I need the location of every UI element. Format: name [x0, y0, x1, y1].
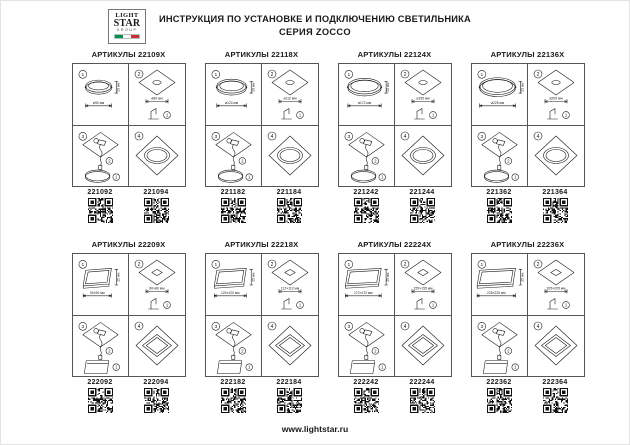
step-cell-1 — [472, 64, 528, 126]
article-number: 222184 — [276, 379, 302, 386]
height-dimension-label: 25 мм — [520, 82, 525, 92]
fixture-dimension-label: 225×225 мм — [487, 291, 506, 296]
step-cell-2 — [129, 64, 185, 126]
spring-clip-icon — [415, 109, 425, 120]
callout-2: 2 — [374, 158, 377, 164]
website-url: www.lightstar.ru — [281, 424, 349, 434]
qr-code — [410, 388, 435, 413]
step-number: 4 — [403, 133, 407, 140]
fixture-dimension-label: 120×120 мм — [221, 291, 240, 296]
fixture-dimension-label: ø90 мм — [92, 101, 105, 106]
hole-dimension-label: 112×112 мм — [280, 286, 300, 291]
wire — [365, 335, 368, 356]
article-number: 222092 — [87, 379, 113, 386]
qr-code — [354, 198, 379, 223]
step-number: 1 — [214, 263, 218, 269]
callout-1: 1 — [431, 112, 435, 118]
logo-text-star: STAR — [113, 18, 141, 29]
hole-dimension-label: 80×80 мм — [149, 286, 165, 291]
step-number: 4 — [536, 323, 540, 330]
article-number: 222094 — [143, 379, 169, 386]
step-cell-1 — [206, 254, 262, 316]
step-3-diagram — [73, 126, 128, 187]
step-number: 1 — [347, 263, 351, 269]
qr-code — [221, 198, 246, 223]
step-number: 4 — [403, 323, 407, 330]
step-cell-2 — [129, 254, 185, 316]
fixture-dimension-label: ø172 мм — [357, 101, 372, 106]
step-number: 3 — [347, 325, 351, 331]
step-2-diagram — [395, 64, 451, 125]
article-block — [205, 379, 261, 418]
step-cell-1 — [206, 64, 262, 126]
wire — [365, 145, 368, 166]
article-number: 222364 — [542, 379, 568, 386]
articles-row — [471, 379, 583, 418]
step-1-diagram — [206, 254, 261, 315]
step-3-diagram — [339, 316, 394, 377]
panel-22118X — [195, 50, 328, 232]
step-cell-2 — [262, 64, 318, 126]
step-cell-1 — [339, 64, 395, 126]
articles-row — [72, 379, 184, 418]
callout-1: 1 — [115, 364, 118, 370]
installation-steps-grid — [471, 253, 585, 377]
step-number: 4 — [270, 323, 274, 330]
qr-code — [543, 388, 568, 413]
step-cell-3 — [472, 316, 528, 377]
step-2-diagram — [129, 64, 185, 125]
articles-row — [338, 189, 450, 228]
step-cell-3 — [339, 126, 395, 187]
articles-row — [471, 189, 583, 228]
article-number: 221362 — [486, 189, 512, 196]
callout-1: 1 — [514, 364, 517, 370]
hole-dimension-label: ø205 мм — [549, 96, 563, 101]
step-number: 2 — [536, 261, 540, 268]
hole-dimension-label: ø155 мм — [416, 96, 430, 101]
callout-2: 2 — [374, 348, 377, 354]
qr-code — [354, 388, 379, 413]
panel-22218X — [195, 240, 328, 422]
connector-plug — [99, 355, 102, 359]
step-number: 2 — [270, 71, 274, 78]
step-3-diagram — [73, 316, 128, 377]
callout-1: 1 — [165, 112, 169, 118]
spring-clip-icon — [548, 109, 558, 120]
callout-2: 2 — [108, 158, 111, 164]
article-number: 221182 — [220, 189, 246, 196]
step-cell-2 — [395, 64, 451, 126]
step-cell-4 — [395, 316, 451, 377]
article-block — [128, 379, 184, 418]
article-number: 221092 — [87, 189, 113, 196]
panel-articles-title: АРТИКУЛЫ 22109X — [91, 50, 166, 59]
step-number: 1 — [347, 73, 351, 79]
step-4-diagram — [528, 126, 584, 187]
panel-22109X — [62, 50, 195, 232]
step-3-diagram — [472, 316, 527, 377]
qr-code — [487, 198, 512, 223]
wire — [99, 145, 102, 166]
callout-2: 2 — [108, 348, 111, 354]
title-line-1: ИНСТРУКЦИЯ ПО УСТАНОВКЕ И ПОДКЛЮЧЕНИЮ СВЕТИЛЬНИКА — [159, 14, 471, 24]
fixture-dimension-label: ø225 мм — [490, 101, 505, 106]
article-block — [72, 379, 128, 418]
panel-22224X — [328, 240, 461, 422]
fixture-dimension-label: 90×90 мм — [89, 291, 105, 296]
installation-steps-grid — [72, 63, 186, 187]
step-number: 3 — [214, 135, 218, 141]
spring-clip-icon — [149, 299, 159, 310]
callout-1: 1 — [298, 302, 302, 308]
article-number: 222242 — [353, 379, 379, 386]
connector-plug — [99, 165, 102, 169]
step-cell-3 — [472, 126, 528, 187]
articles-row — [72, 189, 184, 228]
article-block — [72, 189, 128, 228]
height-dimension-label: 25 мм — [251, 272, 256, 282]
step-number: 2 — [137, 71, 141, 78]
panel-22124X — [328, 50, 461, 232]
wire — [498, 145, 501, 166]
height-dimension-label: 25 мм — [116, 82, 121, 92]
article-number: 221184 — [276, 189, 302, 196]
step-cell-2 — [395, 254, 451, 316]
panel-22236X — [461, 240, 594, 422]
spring-clip-icon — [282, 299, 292, 310]
fixture-dimension-label: 172×172 мм — [354, 291, 373, 296]
article-number: 222182 — [220, 379, 246, 386]
article-number: 221244 — [409, 189, 435, 196]
logo-text-light: LIGHT — [115, 12, 139, 19]
installation-steps-grid — [338, 253, 452, 377]
step-number: 4 — [536, 133, 540, 140]
qr-code — [88, 198, 113, 223]
height-dimension-label: 25 мм — [520, 272, 525, 282]
step-cell-3 — [73, 126, 129, 187]
callout-2: 2 — [241, 348, 244, 354]
step-2-diagram — [129, 254, 185, 315]
height-dimension-label: 25 мм — [116, 272, 121, 282]
connector-plug — [498, 165, 501, 169]
step-cell-4 — [395, 126, 451, 187]
callout-1: 1 — [431, 302, 435, 308]
step-number: 3 — [480, 325, 484, 331]
step-cell-4 — [129, 316, 185, 377]
installation-steps-grid — [72, 253, 186, 377]
connector-plug — [365, 165, 368, 169]
step-1-diagram — [339, 64, 394, 125]
article-block — [527, 189, 583, 228]
qr-code — [144, 198, 169, 223]
step-1-diagram — [206, 64, 261, 125]
qr-code — [277, 198, 302, 223]
step-number: 2 — [270, 261, 274, 268]
step-cell-1 — [73, 64, 129, 126]
step-cell-2 — [528, 254, 584, 316]
step-number: 2 — [403, 71, 407, 78]
panel-articles-title: АРТИКУЛЫ 22124X — [357, 50, 432, 59]
spring-clip-icon — [415, 299, 425, 310]
article-block — [205, 189, 261, 228]
callout-1: 1 — [115, 174, 118, 180]
step-2-diagram — [528, 64, 584, 125]
step-number: 3 — [480, 135, 484, 141]
step-number: 4 — [137, 133, 141, 140]
step-1-diagram — [73, 254, 128, 315]
logo-text-group: GROUP — [116, 28, 138, 32]
wire — [498, 335, 501, 356]
callout-1: 1 — [248, 174, 251, 180]
callout-2: 2 — [507, 158, 510, 164]
callout-1: 1 — [165, 302, 169, 308]
article-block — [338, 189, 394, 228]
step-cell-1 — [73, 254, 129, 316]
qr-code — [88, 388, 113, 413]
article-block — [394, 189, 450, 228]
hole-dimension-label: ø80 мм — [151, 96, 163, 101]
article-number: 222362 — [486, 379, 512, 386]
callout-1: 1 — [514, 174, 517, 180]
step-cell-3 — [206, 316, 262, 377]
step-number: 3 — [347, 135, 351, 141]
step-cell-3 — [73, 316, 129, 377]
step-3-diagram — [206, 316, 261, 377]
articles-row — [205, 379, 317, 418]
step-cell-3 — [339, 316, 395, 377]
step-cell-4 — [528, 126, 584, 187]
step-1-diagram — [472, 254, 527, 315]
callout-1: 1 — [564, 112, 568, 118]
panel-articles-title: АРТИКУЛЫ 22236X — [490, 240, 565, 249]
step-number: 4 — [137, 323, 141, 330]
step-3-diagram — [472, 126, 527, 187]
article-block — [261, 189, 317, 228]
title-line-2: СЕРИЯ ZOCCO — [279, 27, 351, 37]
step-cell-2 — [528, 64, 584, 126]
step-3-diagram — [339, 126, 394, 187]
panel-articles-title: АРТИКУЛЫ 22136X — [490, 50, 565, 59]
step-number: 2 — [137, 261, 141, 268]
wire — [232, 145, 235, 166]
height-dimension-label: 25 мм — [386, 82, 391, 92]
panel-articles-title: АРТИКУЛЫ 22209X — [91, 240, 166, 249]
article-block — [471, 379, 527, 418]
article-number: 221364 — [542, 189, 568, 196]
article-number: 221094 — [143, 189, 169, 196]
step-4-diagram — [395, 316, 451, 377]
article-block — [128, 189, 184, 228]
installation-steps-grid — [205, 63, 319, 187]
qr-code — [221, 388, 246, 413]
step-cell-1 — [339, 254, 395, 316]
step-number: 4 — [270, 133, 274, 140]
step-cell-4 — [262, 126, 318, 187]
articles-row — [205, 189, 317, 228]
fixture-dimension-label: ø120 мм — [224, 101, 239, 106]
step-4-diagram — [262, 126, 318, 187]
step-2-diagram — [528, 254, 584, 315]
hole-dimension-label: 155×155 мм — [413, 286, 433, 291]
step-number: 3 — [81, 325, 85, 331]
article-block — [394, 379, 450, 418]
article-block — [338, 379, 394, 418]
step-4-diagram — [528, 316, 584, 377]
step-1-diagram — [472, 64, 527, 125]
connector-plug — [365, 355, 368, 359]
step-number: 3 — [81, 135, 85, 141]
step-number: 3 — [214, 325, 218, 331]
qr-code — [543, 198, 568, 223]
spring-clip-icon — [149, 109, 159, 120]
height-dimension-label: 25 мм — [386, 272, 391, 282]
callout-2: 2 — [241, 158, 244, 164]
article-block — [527, 379, 583, 418]
qr-code — [410, 198, 435, 223]
step-cell-4 — [129, 126, 185, 187]
page-title — [0, 14, 630, 37]
step-4-diagram — [262, 316, 318, 377]
step-1-diagram — [73, 64, 128, 125]
panel-22209X — [62, 240, 195, 422]
step-4-diagram — [395, 126, 451, 187]
article-block — [261, 379, 317, 418]
article-number: 221242 — [353, 189, 379, 196]
step-number: 1 — [214, 73, 218, 79]
step-cell-4 — [262, 316, 318, 377]
callout-1: 1 — [564, 302, 568, 308]
hole-dimension-label: ø112 мм — [283, 96, 297, 101]
panel-articles-title: АРТИКУЛЫ 22218X — [224, 240, 299, 249]
step-3-diagram — [206, 126, 261, 187]
qr-code — [277, 388, 302, 413]
connector-plug — [232, 355, 235, 359]
step-number: 1 — [480, 73, 484, 79]
step-cell-4 — [528, 316, 584, 377]
connector-plug — [232, 165, 235, 169]
spring-clip-icon — [548, 299, 558, 310]
hole-dimension-label: 205×205 мм — [546, 286, 566, 291]
step-1-diagram — [339, 254, 394, 315]
panel-22136X — [461, 50, 594, 232]
step-4-diagram — [129, 126, 185, 187]
step-number: 1 — [480, 263, 484, 269]
height-dimension-label: 25 мм — [251, 82, 256, 92]
connector-plug — [498, 355, 501, 359]
callout-1: 1 — [381, 364, 384, 370]
panel-articles-title: АРТИКУЛЫ 22224X — [357, 240, 432, 249]
article-block — [471, 189, 527, 228]
spring-clip-icon — [282, 109, 292, 120]
installation-steps-grid — [338, 63, 452, 187]
wire — [232, 335, 235, 356]
wire — [99, 335, 102, 356]
step-number: 2 — [403, 261, 407, 268]
installation-steps-grid — [205, 253, 319, 377]
callout-1: 1 — [298, 112, 302, 118]
step-2-diagram — [395, 254, 451, 315]
step-4-diagram — [129, 316, 185, 377]
callout-2: 2 — [507, 348, 510, 354]
step-2-diagram — [262, 64, 318, 125]
step-number: 2 — [536, 71, 540, 78]
articles-row — [338, 379, 450, 418]
article-number: 222244 — [409, 379, 435, 386]
step-number: 1 — [81, 263, 85, 269]
step-2-diagram — [262, 254, 318, 315]
step-cell-3 — [206, 126, 262, 187]
callout-1: 1 — [381, 174, 384, 180]
step-number: 1 — [81, 73, 85, 79]
step-cell-2 — [262, 254, 318, 316]
callout-1: 1 — [248, 364, 251, 370]
qr-code — [144, 388, 169, 413]
panel-articles-title: АРТИКУЛЫ 22118X — [224, 50, 299, 59]
step-cell-1 — [472, 254, 528, 316]
qr-code — [487, 388, 512, 413]
installation-steps-grid — [471, 63, 585, 187]
